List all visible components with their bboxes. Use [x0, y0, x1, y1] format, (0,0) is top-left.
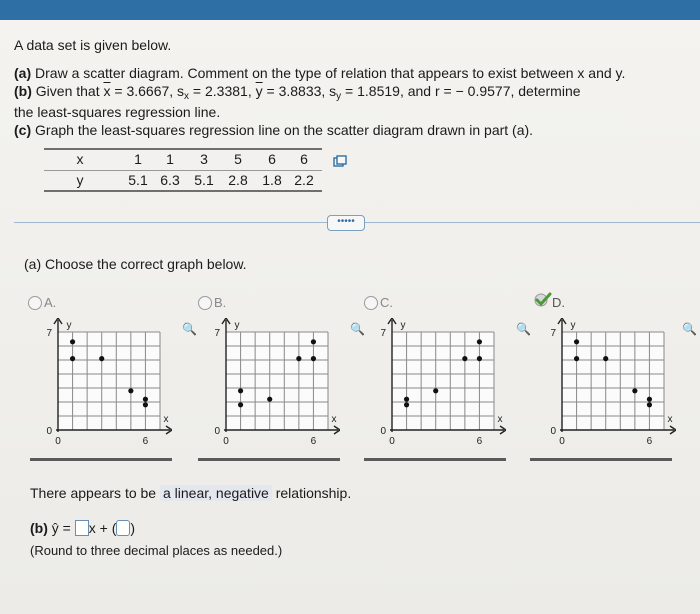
data-point	[238, 402, 243, 407]
slope-input[interactable]	[75, 520, 89, 536]
option-c-underline	[364, 458, 506, 461]
option-b-label: B.	[214, 295, 227, 310]
part-c-label: (c)	[14, 122, 32, 138]
y-axis-label: y	[400, 320, 406, 331]
y-axis-label: y	[234, 320, 240, 331]
data-point	[70, 356, 75, 361]
x-tick-label: 6	[142, 436, 149, 447]
part-b-answer-line: (b) ŷ = x + ( )	[30, 520, 136, 536]
sx-subscript: x	[184, 91, 190, 102]
data-point	[477, 339, 482, 344]
ybar-value: = 3.8833, s	[262, 83, 337, 99]
option-c-graph[interactable]	[370, 318, 506, 458]
data-point	[143, 397, 148, 402]
data-point	[647, 402, 652, 407]
part-a-label: (a)	[14, 65, 32, 81]
part-b-continuation: the least-squares regression line.	[14, 104, 221, 120]
data-point	[647, 397, 652, 402]
sx-value: = 2.3381,	[189, 83, 256, 99]
yhat-equals: ŷ =	[51, 520, 71, 536]
plot-background	[562, 332, 664, 430]
option-b-underline	[198, 458, 340, 461]
option-b-graph[interactable]	[204, 318, 340, 458]
data-point	[574, 339, 579, 344]
option-c-zoom-icon[interactable]: 🔍	[516, 322, 531, 336]
data-point	[267, 397, 272, 402]
table-cell: 6.3	[160, 172, 180, 188]
intro-text: A data set is given below.	[14, 37, 172, 53]
relation-answer[interactable]: a linear, negative	[160, 485, 272, 501]
part-a-text: Draw a scatter diagram. Comment on the type of relation that appears to exist between x and y.	[35, 65, 626, 81]
data-point	[238, 388, 243, 393]
xbar-value: = 3.6667, s	[110, 83, 185, 99]
table-top-rule	[44, 148, 322, 150]
data-point	[404, 397, 409, 402]
x-tick-label: 0	[559, 436, 565, 447]
y-tick-label: 0	[380, 426, 386, 437]
intercept-input[interactable]	[116, 520, 130, 536]
option-a-underline	[30, 458, 172, 461]
table-y-header: y	[76, 172, 84, 188]
x-axis-label: x	[497, 414, 503, 425]
data-point	[477, 356, 482, 361]
x-plus: x +	[88, 520, 108, 536]
option-c-label: C.	[380, 295, 393, 310]
data-point	[296, 356, 301, 361]
y-tick-label: 7	[214, 328, 220, 339]
data-point	[632, 388, 637, 393]
data-point	[462, 356, 467, 361]
top-bar	[0, 0, 700, 20]
table-cell: 1	[166, 151, 174, 167]
data-point	[311, 339, 316, 344]
x-tick-label: 6	[476, 436, 483, 447]
option-d-label: D.	[552, 295, 565, 310]
option-d-underline	[530, 458, 672, 461]
x-axis-label: x	[667, 414, 673, 425]
option-b-zoom-icon[interactable]: 🔍	[350, 322, 365, 336]
table-cell: 5	[234, 151, 242, 167]
table-cell: 5.1	[128, 172, 148, 188]
option-a-label: A.	[44, 295, 57, 310]
y-axis-label: y	[66, 320, 72, 331]
relation-post: relationship.	[271, 485, 352, 501]
sy-subscript: y	[336, 91, 342, 102]
part-b-instruction	[14, 83, 581, 105]
table-cell: 6	[268, 151, 276, 167]
table-cell: 5.1	[194, 172, 214, 188]
x-tick-label: 6	[310, 436, 317, 447]
option-d-graph[interactable]	[540, 318, 676, 458]
option-d-zoom-icon[interactable]: 🔍	[682, 322, 697, 336]
part-b-pre: Given that	[35, 83, 104, 99]
part-c-instruction	[14, 122, 533, 139]
option-d-selected-check-icon[interactable]	[534, 292, 552, 308]
table-cell: 1	[134, 151, 142, 167]
part-b-label: (b)	[14, 83, 32, 99]
data-point	[404, 402, 409, 407]
table-cell: 3	[200, 151, 208, 167]
data-point	[70, 339, 75, 344]
sy-and-r-value: = 1.8519, and r = − 0.9577, determine	[341, 83, 581, 99]
data-point	[99, 356, 104, 361]
table-x-header: x	[76, 151, 84, 167]
y-axis-label: y	[570, 320, 576, 331]
plot-background	[58, 332, 160, 430]
x-tick-label: 0	[389, 436, 395, 447]
option-a-radio[interactable]	[28, 296, 42, 310]
x-tick-label: 0	[55, 436, 61, 447]
table-mid-rule	[44, 170, 322, 171]
part-c-text: Graph the least-squares regression line on the scatter diagram drawn in part (a).	[35, 122, 534, 138]
part-a-instruction	[14, 65, 625, 82]
choose-graph-prompt: (a) Choose the correct graph below.	[24, 256, 247, 272]
y-tick-label: 7	[46, 328, 52, 339]
table-cell: 1.8	[262, 172, 282, 188]
data-point	[128, 388, 133, 393]
table-bottom-rule	[44, 190, 322, 192]
x-axis-label: x	[163, 414, 169, 425]
relation-pre: There appears to be	[30, 485, 160, 501]
option-b-radio[interactable]	[198, 296, 212, 310]
data-point	[433, 388, 438, 393]
y-tick-label: 0	[46, 426, 52, 437]
data-table	[44, 148, 322, 192]
plot-background	[392, 332, 494, 430]
copy-data-icon[interactable]	[333, 155, 347, 169]
option-c-radio[interactable]	[364, 296, 378, 310]
xbar-symbol: $\overline{x}$	[103, 83, 111, 99]
y-tick-label: 7	[550, 328, 556, 339]
data-point	[143, 402, 148, 407]
option-a-zoom-icon[interactable]: 🔍	[182, 322, 197, 336]
data-point	[574, 356, 579, 361]
table-cell: 2.2	[294, 172, 314, 188]
x-tick-label: 6	[646, 436, 653, 447]
y-tick-label: 0	[214, 426, 220, 437]
part-b-answer-label: (b)	[30, 520, 48, 536]
y-tick-label: 0	[550, 426, 556, 437]
relation-sentence	[30, 485, 351, 502]
option-a-graph[interactable]	[36, 318, 172, 458]
plot-background	[226, 332, 328, 430]
rounding-note: (Round to three decimal places as needed.)	[30, 543, 283, 558]
table-cell: 2.8	[228, 172, 248, 188]
x-tick-label: 0	[223, 436, 229, 447]
data-point	[311, 356, 316, 361]
data-point	[603, 356, 608, 361]
table-cell: 6	[300, 151, 308, 167]
x-axis-label: x	[331, 414, 337, 425]
y-tick-label: 7	[380, 328, 386, 339]
ybar-symbol: $\overline{y}$	[255, 83, 263, 99]
expand-more-button[interactable]: •••••	[327, 215, 365, 231]
